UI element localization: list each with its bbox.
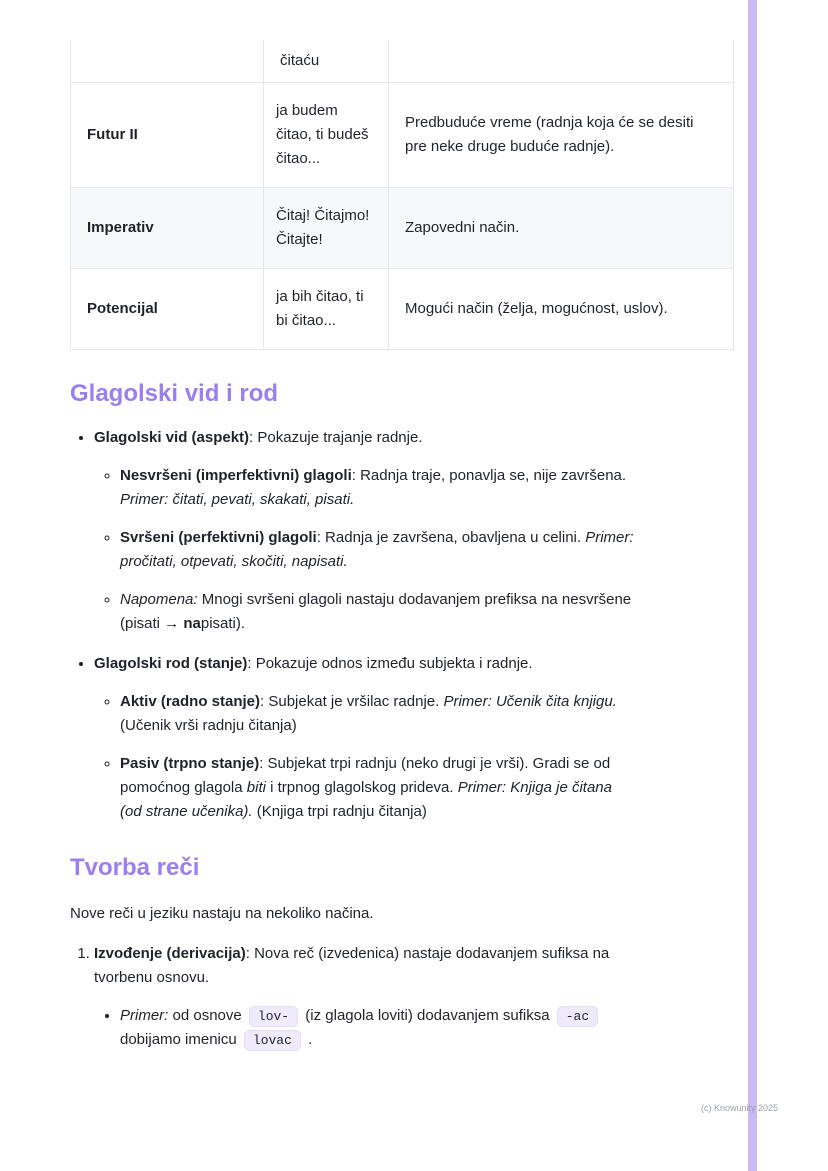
table-row-cut — [71, 40, 734, 83]
list-item-izvodjenje — [94, 942, 635, 1052]
list-item-text: Glagolski vid (aspekt): Pokazuje trajanje radnje. — [94, 429, 423, 446]
code-chip: lovac — [244, 1030, 301, 1051]
vid-sublist — [94, 464, 635, 636]
table-row-futur2 — [71, 83, 734, 188]
verb-tense-table — [70, 40, 734, 350]
tense-description-cell: Zapovedni način. — [389, 188, 734, 269]
list-item-glagolski-vid — [94, 426, 635, 636]
tense-description-cell — [389, 40, 734, 83]
page-edge-bar — [748, 0, 757, 1171]
section-heading-tvorba-reci: Tvorba reči — [70, 854, 200, 881]
list-item-aktiv: ◦ Aktiv (radno stanje): Subjekat je vršilac radnje. Primer: Učenik čita knjigu. (Učenik vrši radnju čitanja) — [120, 690, 635, 738]
tense-description-cell: Mogući način (želja, mogućnost, uslov). — [389, 269, 734, 350]
list-item-text: Glagolski rod (stanje): Pokazuje odnos između subjekta i radnje. — [94, 655, 533, 672]
table-row-potencijal — [71, 269, 734, 350]
code-chip: -ac — [557, 1006, 598, 1027]
document-page — [70, 0, 694, 1066]
vid-list — [70, 426, 635, 824]
tense-label-cell — [71, 40, 264, 83]
tvorba-list — [70, 942, 635, 1052]
rod-sublist — [94, 690, 635, 824]
tvorba-intro: Nove reči u jeziku nastaju na nekoliko načina. — [70, 905, 374, 922]
list-item-svrseni: ◦ Svršeni (perfektivni) glagoli: Radnja je završena, obavljena u celini. Primer: pročitati, otpevati, skočiti, napisati. — [120, 526, 635, 574]
tense-forms-cell: Čitaj! Čitajmo! Čitajte! — [264, 188, 389, 269]
tense-label-cell: Potencijal — [71, 269, 264, 350]
tense-forms-cell: ja bih čitao, ti bi čitao... — [264, 269, 389, 350]
list-item-primer-lov: • Primer: od osnove lov- (iz glagola loviti) dodavanjem sufiksa -ac dobijamo imenicu lovac . — [120, 1004, 635, 1052]
list-item-text: Izvođenje (derivacija): Nova reč (izvedenica) nastaje dodavanjem sufiksa na tvorbenu osnovu. — [94, 945, 610, 986]
list-item-pasiv: ◦ Pasiv (trpno stanje): Subjekat trpi radnju (neko drugi je vrši). Gradi se od pomoćnog glagola biti i trpnog glagolskog prideva. Primer: Knjiga je čitana (od strane učenika). (Knjiga trpi radnju čitanja) — [120, 752, 635, 824]
code-chip: lov- — [249, 1006, 298, 1027]
section-heading-glagolski-vid-i-rod: Glagolski vid i rod — [70, 380, 279, 407]
tense-description-cell: Predbuduće vreme (radnja koja će se desiti pre neke druge buduće radnje). — [389, 83, 734, 188]
tense-label-cell: Futur II — [71, 83, 264, 188]
list-item-napomena: ◦ Napomena: Mnogi svršeni glagoli nastaju dodavanjem prefiksa na nesvršene (pisati → napisati). — [120, 588, 635, 636]
izvodjenje-sublist — [94, 1004, 635, 1052]
tense-forms-cell: čitaću — [264, 40, 389, 83]
tense-forms-cell: ja budem čitao, ti budeš čitao... — [264, 83, 389, 188]
tense-label-cell: Imperativ — [71, 188, 264, 269]
table-row-imperativ — [71, 188, 734, 269]
copyright-footer: (c) Knowunity 2025 — [700, 1103, 778, 1113]
list-item-nesvrseni: ◦ Nesvršeni (imperfektivni) glagoli: Radnja traje, ponavlja se, nije završena. Primer: čitati, pevati, skakati, pisati. — [120, 464, 635, 512]
list-item-glagolski-rod — [94, 652, 635, 824]
